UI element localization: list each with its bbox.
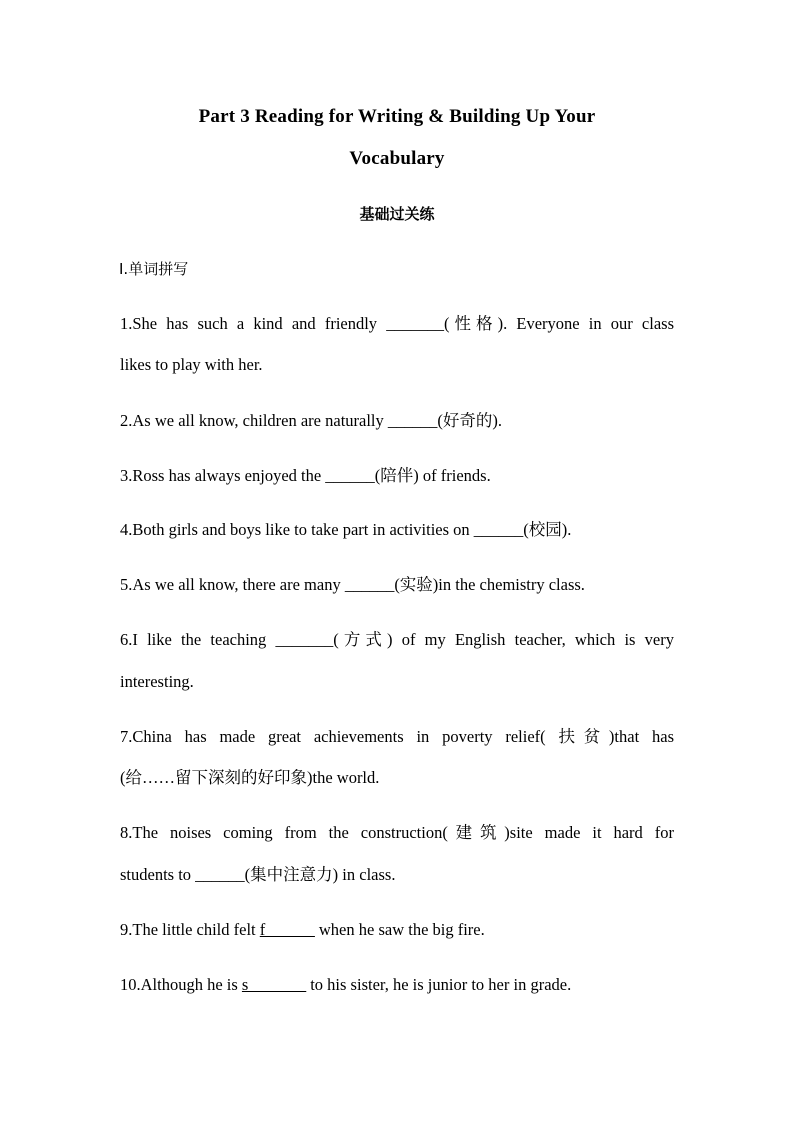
question-9-blank: f______ xyxy=(259,920,315,939)
question-10-text-before: 10.Although he is xyxy=(120,975,242,994)
question-4: 4.Both girls and boys like to take part in activities on ______(校园). xyxy=(120,520,572,539)
question-10 xyxy=(120,964,674,1005)
page-subtitle: 基础过关练 xyxy=(359,205,435,223)
question-6-line2: interesting. xyxy=(120,672,194,691)
question-9-text-before: 9.The little child felt xyxy=(120,920,260,939)
question-1-line2: likes to play with her. xyxy=(120,355,263,374)
question-1-line1: 1.She has such a kind and friendly _______(性格). Everyone in our class xyxy=(120,314,674,333)
question-7-line1: 7.China has made great achievements in poverty relief( 扶贫)that has xyxy=(120,727,674,746)
question-7-line2: (给……留下深刻的好印象)the world. xyxy=(120,768,380,787)
question-9 xyxy=(120,909,674,950)
question-10-blank: s_______ xyxy=(241,975,307,994)
question-2: 2.As we all know, children are naturally ______(好奇的). xyxy=(120,411,502,430)
section-heading: Ⅰ.单词拼写 xyxy=(119,260,189,278)
question-8-line1: 8.The noises coming from the construction(建筑)site made it hard for xyxy=(120,823,674,842)
question-3: 3.Ross has always enjoyed the ______(陪伴) of friends. xyxy=(120,466,491,485)
page-title-line2: Vocabulary xyxy=(349,148,445,169)
question-5: 5.As we all know, there are many ______(实验)in the chemistry class. xyxy=(120,575,585,594)
question-6-line1: 6.I like the teaching _______(方式) of my English teacher, which is very xyxy=(120,630,674,649)
question-8-line2: students to ______(集中注意力) in class. xyxy=(120,865,396,884)
question-9-text-after: when he saw the big fire. xyxy=(314,920,485,939)
question-10-text-after: to his sister, he is junior to her in grade. xyxy=(306,975,572,994)
page-title-line1: Part 3 Reading for Writing & Building Up Your xyxy=(198,106,596,127)
